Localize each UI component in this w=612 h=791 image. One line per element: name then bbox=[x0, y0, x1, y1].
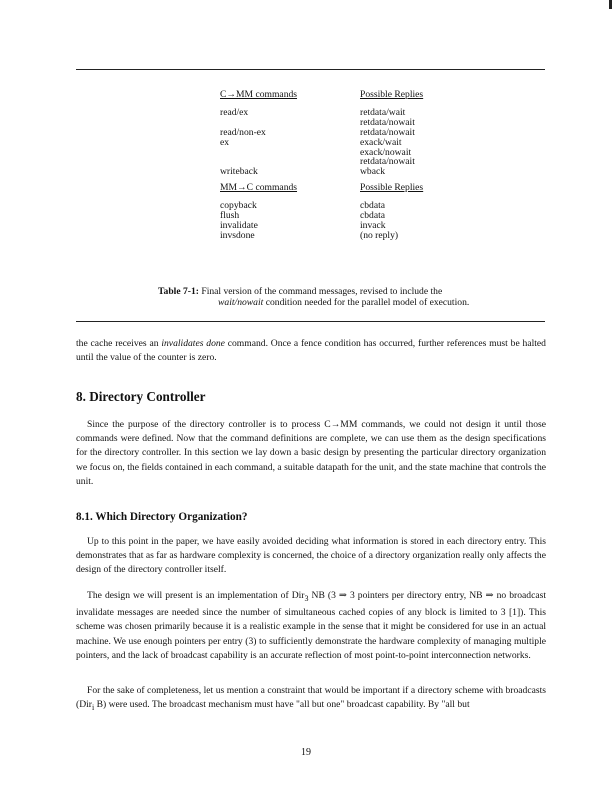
reply-cell: exack/wait bbox=[360, 136, 402, 148]
caption-text-2: condition needed for the parallel model of execution. bbox=[265, 297, 470, 308]
section-8-1-paragraph-1 bbox=[76, 535, 546, 578]
caption-emphasis: wait/nowait bbox=[218, 297, 264, 308]
caption-line-2 bbox=[158, 297, 518, 308]
para2-text-a: The design we will present is an implementation of Dir bbox=[87, 590, 305, 601]
reply-cell: exack/nowait bbox=[360, 146, 412, 158]
intro-paragraph bbox=[76, 337, 546, 365]
intro-pre: the cache receives an bbox=[76, 338, 159, 349]
command-cell: invsdone bbox=[220, 229, 255, 241]
command-cell: flush bbox=[220, 210, 240, 222]
reply-cell: retdata/wait bbox=[360, 106, 406, 118]
command-cell: read/ex bbox=[220, 106, 249, 118]
para3-subscript: i bbox=[91, 703, 95, 713]
section-8-heading: 8. Directory Controller bbox=[76, 389, 206, 404]
para2-subscript: 3 bbox=[304, 593, 309, 603]
intro-post: command. Once a fence condition has occurred, further references must be halted until the value of the counter is zero. bbox=[76, 338, 546, 364]
command-cell: invalidate bbox=[220, 219, 258, 231]
section-8-1-paragraph-2 bbox=[76, 589, 546, 663]
para3-text-b: B) were used. The broadcast mechanism must have "all but one" broadcast capability. By "all but bbox=[96, 699, 470, 711]
header-possible-replies-1: Possible Replies bbox=[360, 89, 424, 100]
table-header-c-mm bbox=[220, 90, 520, 100]
section-8-text: Since the purpose of the directory controller is to process C→MM commands, we could not design it until those commands were defined. Now that the command definitions are complete, we can use them as the design specifications for the directory controller. In this section we lay down a basic design by presenting the particular directory organization we focus on, the fields contained in each command, a suitable datapath for the unit, and the state machine that controls the unit. bbox=[76, 419, 546, 487]
reply-cell: cbdata bbox=[360, 210, 386, 222]
command-table bbox=[220, 90, 520, 241]
intro-emphasis: invalidates done bbox=[161, 338, 225, 349]
table-header-mm-c bbox=[220, 183, 520, 193]
header-c-mm-commands: C→MM commands bbox=[220, 89, 298, 100]
reply-cell: cbdata bbox=[360, 200, 386, 212]
section-8-paragraph bbox=[76, 418, 546, 489]
reply-cell: (no reply) bbox=[360, 229, 399, 241]
table-row bbox=[220, 231, 520, 241]
table-caption bbox=[158, 286, 518, 308]
header-mm-c-commands: MM→C commands bbox=[220, 182, 298, 194]
reply-cell: retdata/nowait bbox=[360, 116, 415, 128]
reply-cell: invack bbox=[360, 219, 386, 231]
para2-text-b: NB (3 ⇒ 3 pointers per directory entry, NB ⇒ no broadcast invalidate messages are needed since the number of simultaneous cached copies of any block is limited to 3 [1]). This scheme was chosen primarily because it is a realistic example in the sense that it might be considered for use in an actual machine. We use enough pointers per entry (3) to sufficiently demonstrate the hardware complexity of managing multiple pointers, and the lack of broadcast capability is an accurate reflection of most point-to-point interconnection networks. bbox=[76, 590, 546, 661]
table-row bbox=[220, 167, 520, 177]
command-cell: copyback bbox=[220, 200, 257, 212]
reply-cell: wback bbox=[360, 166, 386, 178]
section-8-1-heading: 8.1. Which Directory Organization? bbox=[76, 511, 248, 523]
caption-text-1: Final version of the command messages, revised to include the bbox=[201, 286, 443, 297]
command-cell: writeback bbox=[220, 166, 258, 178]
page-number: 19 bbox=[301, 747, 311, 758]
command-cell bbox=[220, 148, 360, 158]
top-rule bbox=[76, 69, 545, 70]
reply-cell: retdata/nowait bbox=[360, 156, 415, 168]
section-8-1-paragraph-3 bbox=[76, 684, 546, 715]
reply-cell: retdata/nowait bbox=[360, 126, 415, 138]
caption-label: Table 7-1: bbox=[158, 286, 199, 297]
command-cell: read/non-ex bbox=[220, 126, 266, 138]
bottom-rule bbox=[76, 321, 545, 322]
command-cell: ex bbox=[220, 136, 230, 148]
para3-text-a: For the sake of completeness, let us mention a constraint that would be important if a directory scheme with broadcasts (Dir bbox=[76, 685, 546, 711]
section-8-1-text-1: Up to this point in the paper, we have easily avoided deciding what information is stored in each directory entry. This demonstrates that as far as hardware complexity is concerned, the choice of a directory organization really only affects the design of the directory controller itself. bbox=[76, 536, 546, 576]
header-possible-replies-2: Possible Replies bbox=[360, 182, 424, 194]
